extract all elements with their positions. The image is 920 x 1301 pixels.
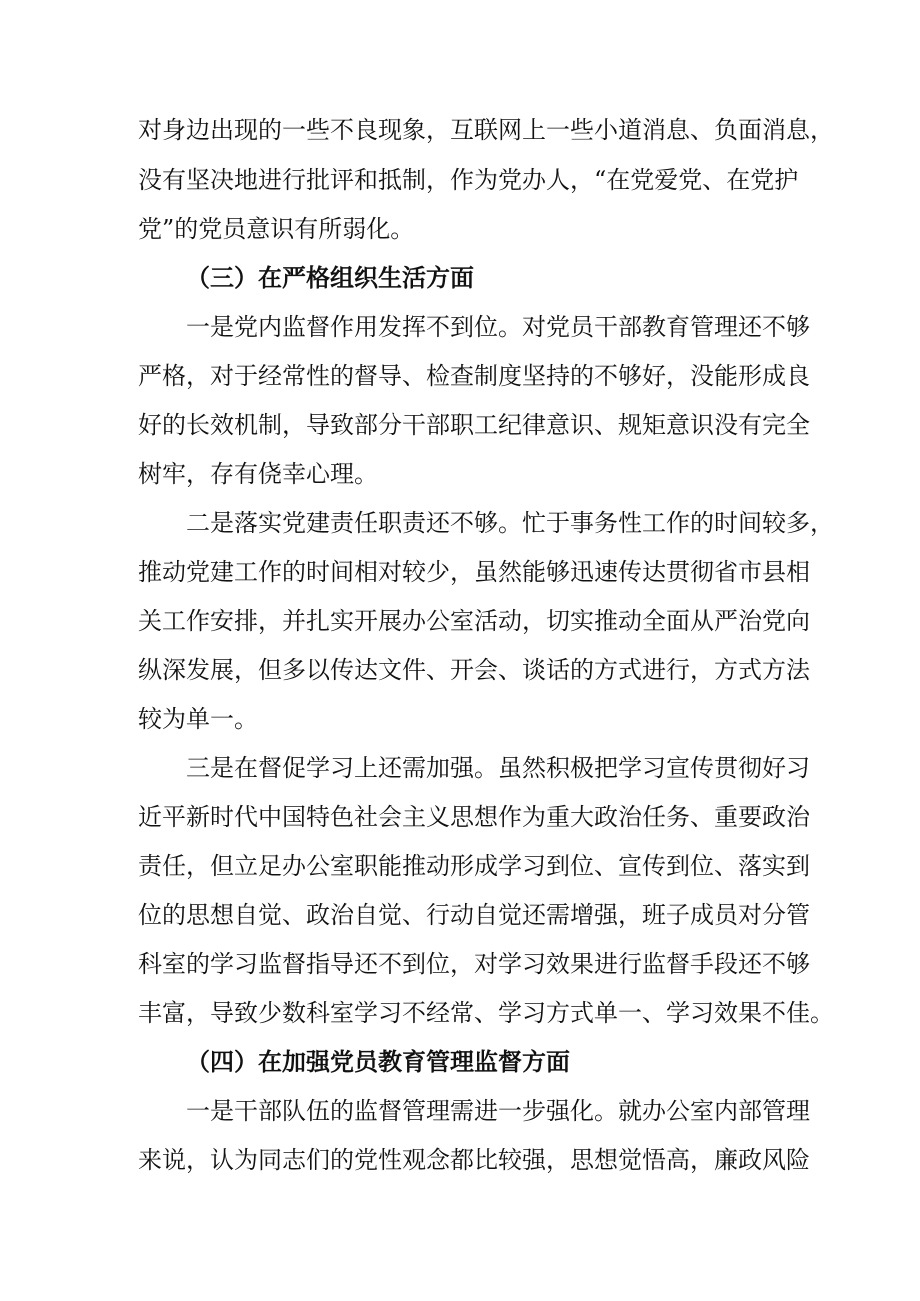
paragraph-line: 推动党建工作的时间相对较少，虽然能够迅速传达贯彻省市县相 xyxy=(138,558,810,586)
paragraph-line: 科室的学习监督指导还不到位，对学习效果进行监督手段还不够 xyxy=(138,950,810,978)
paragraph-line: 对身边出现的一些不良现象，互联网上一些小道消息、负面消息， xyxy=(138,116,834,144)
paragraph-line: 近平新时代中国特色社会主义思想作为重大政治任务、重要政治 xyxy=(138,803,810,831)
paragraph-line: 一是干部队伍的监督管理需进一步强化。就办公室内部管理 xyxy=(186,1097,810,1125)
paragraph-line: 严格，对于经常性的督导、检查制度坚持的不够好，没能形成良 xyxy=(138,362,810,390)
section-heading-4: （四）在加强党员教育管理监督方面 xyxy=(186,1048,570,1076)
paragraph-line: 来说，认为同志们的党性观念都比较强，思想觉悟高，廉政风险 xyxy=(138,1146,810,1174)
paragraph-line: 二是落实党建责任职责还不够。忙于事务性工作的时间较多， xyxy=(186,509,834,537)
paragraph-line: 党”的党员意识有所弱化。 xyxy=(138,215,415,243)
paragraph-line: 树牢，存有侥幸心理。 xyxy=(138,460,378,488)
paragraph-line: 一是党内监督作用发挥不到位。对党员干部教育管理还不够 xyxy=(186,313,810,341)
paragraph-line: 没有坚决地进行批评和抵制，作为党办人，“在党爱党、在党护 xyxy=(138,166,799,194)
paragraph-line: 关工作安排，并扎实开展办公室活动，切实推动全面从严治党向 xyxy=(138,607,810,635)
section-heading-3: （三）在严格组织生活方面 xyxy=(186,264,474,292)
paragraph-line: 责任，但立足办公室职能推动形成学习到位、宣传到位、落实到 xyxy=(138,852,810,880)
paragraph-line: 丰富，导致少数科室学习不经常、学习方式单一、学习效果不佳。 xyxy=(138,999,834,1027)
paragraph-line: 三是在督促学习上还需加强。虽然积极把学习宣传贯彻好习 xyxy=(186,754,810,782)
paragraph-line: 好的长效机制，导致部分干部职工纪律意识、规矩意识没有完全 xyxy=(138,411,810,439)
paragraph-line: 纵深发展，但多以传达文件、开会、谈话的方式进行，方式方法 xyxy=(138,656,810,684)
paragraph-line: 较为单一。 xyxy=(138,705,258,733)
paragraph-line: 位的思想自觉、政治自觉、行动自觉还需增强，班子成员对分管 xyxy=(138,901,810,929)
